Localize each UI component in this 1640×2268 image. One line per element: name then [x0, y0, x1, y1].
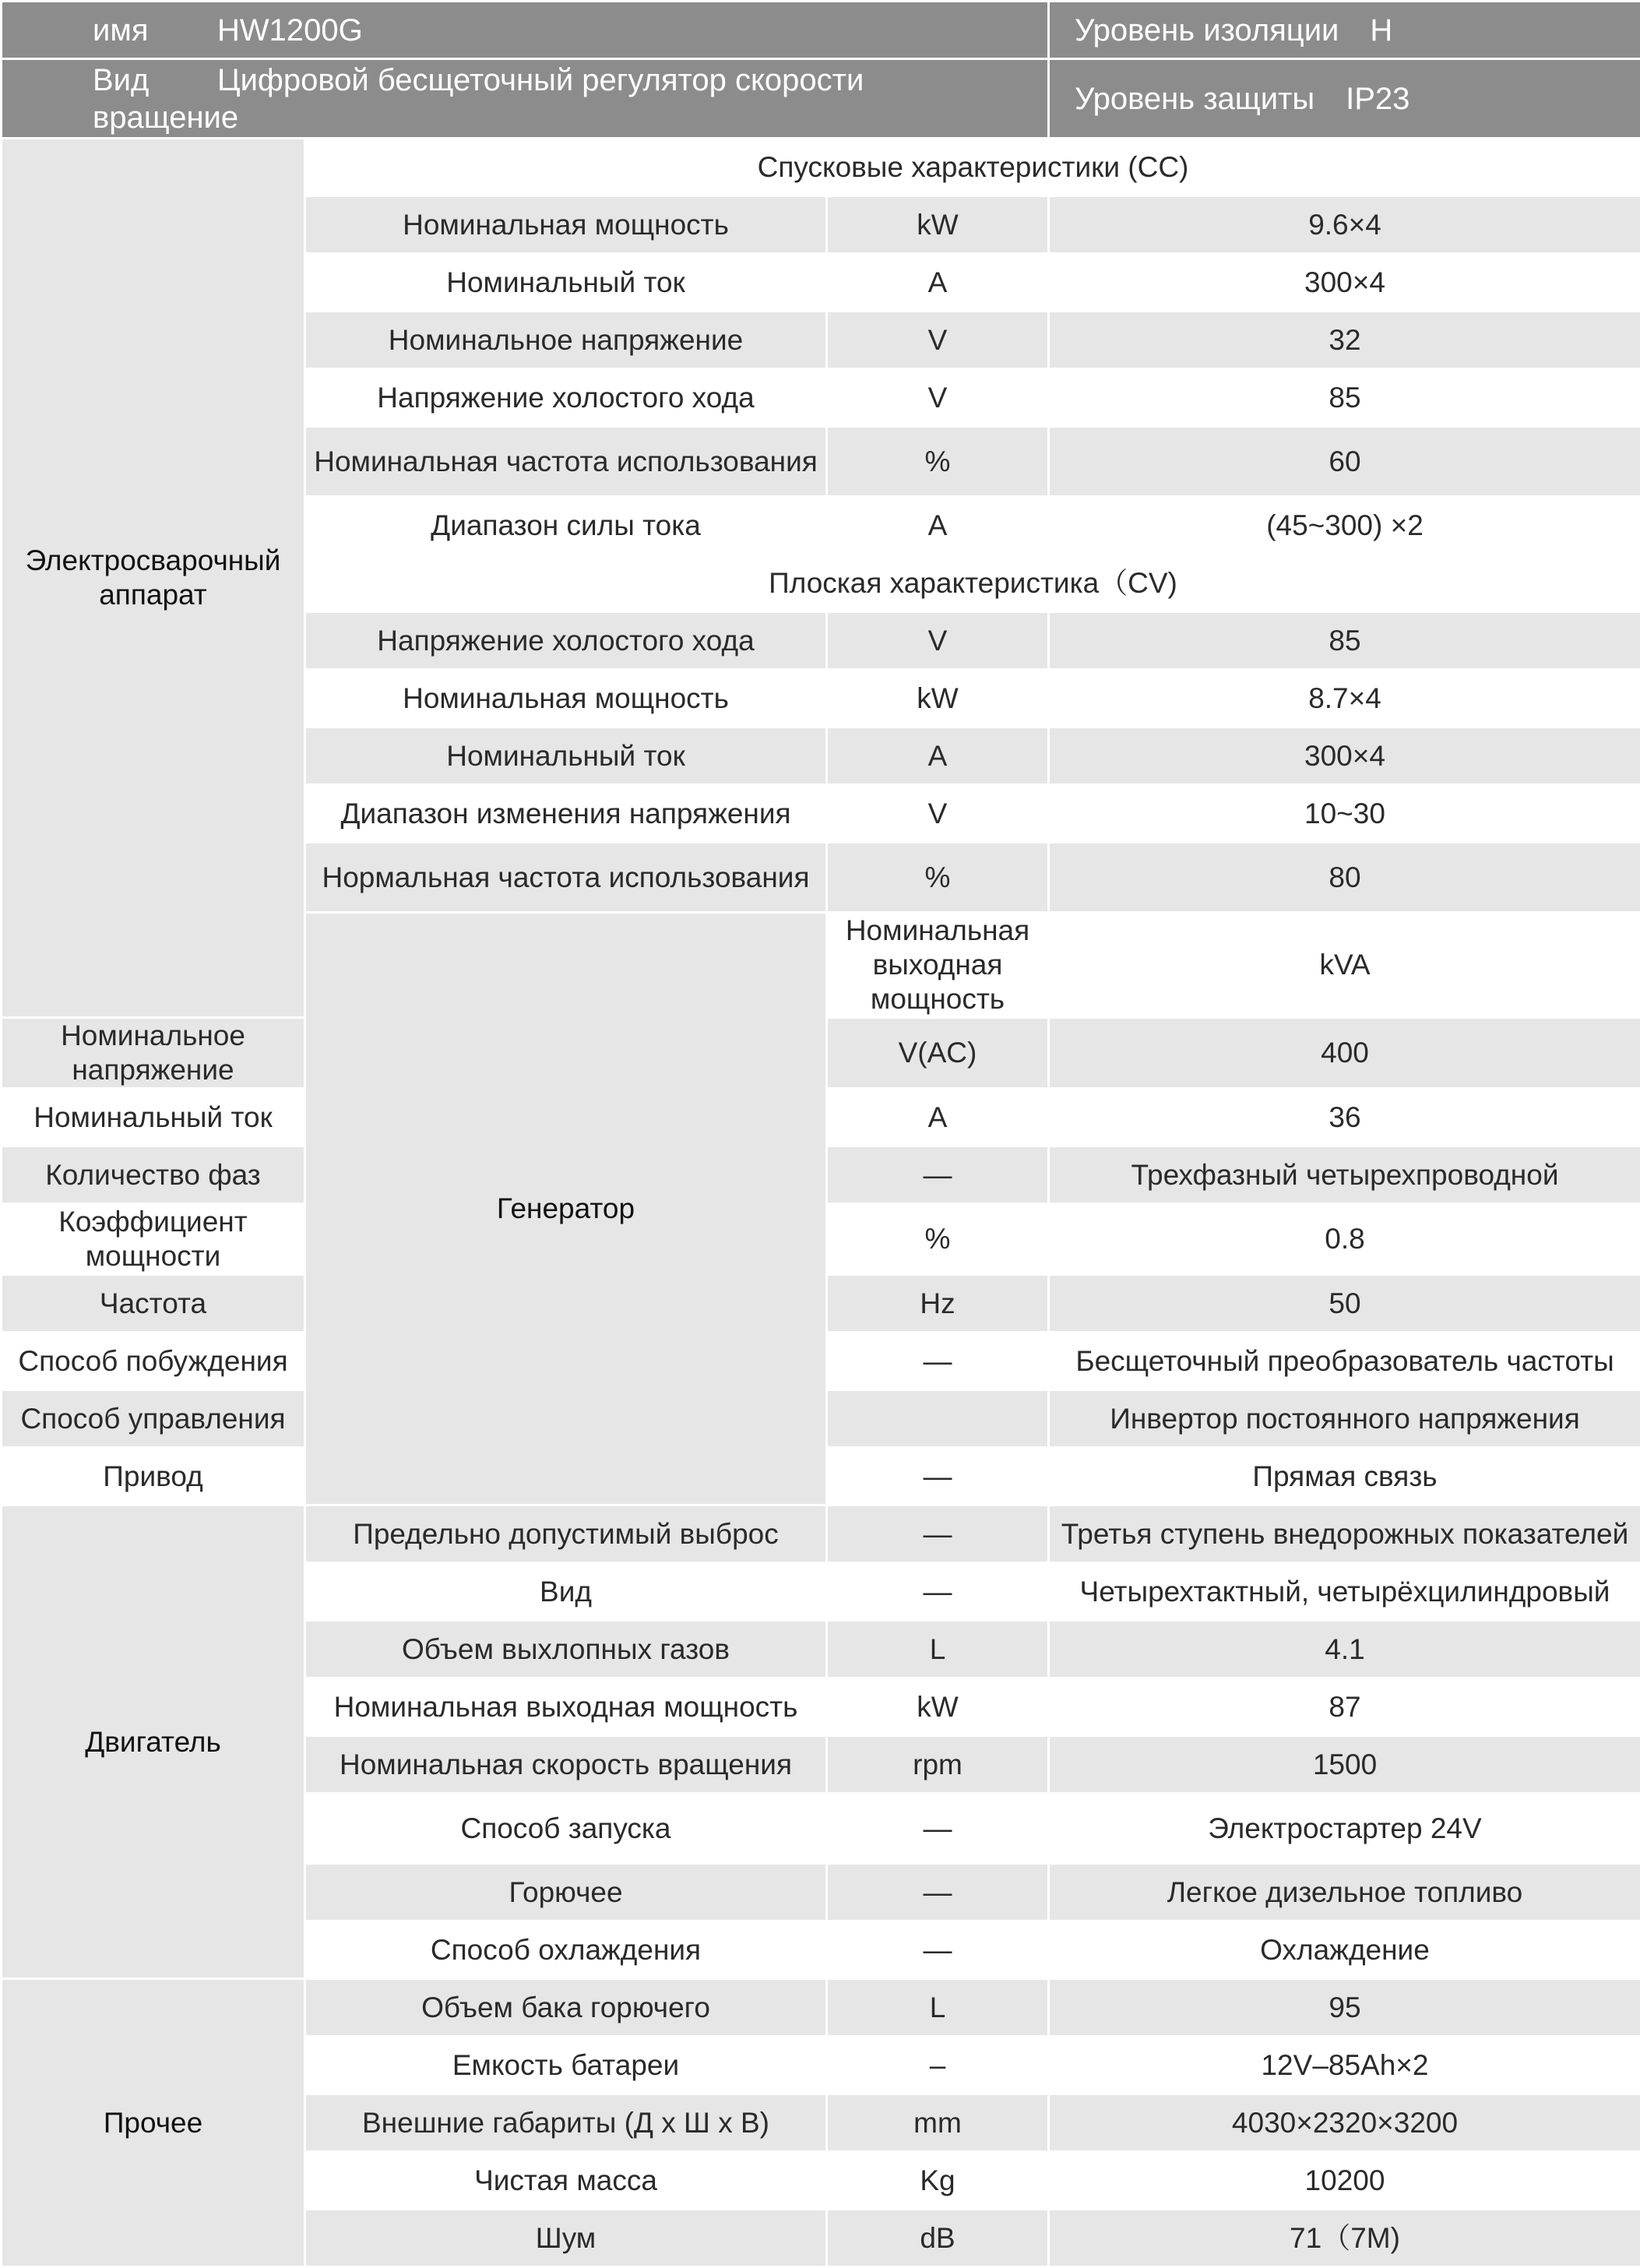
value-cell: 71（7M) [1049, 2210, 1640, 2267]
value-cell: 85 [1049, 369, 1640, 427]
param-cell: Горючее [305, 1864, 827, 1921]
type-cell [2, 59, 1049, 139]
unit-cell: A [827, 727, 1049, 785]
cv-subheader: Плоская характеристика（CV) [305, 555, 1640, 612]
param-cell: Номинальная частота использования [305, 427, 827, 497]
unit-cell: A [827, 1089, 1049, 1146]
value-cell: Электростартер 24V [1049, 1794, 1640, 1864]
unit-cell: V [827, 785, 1049, 843]
value-cell: (45~300) ×2 [1049, 497, 1640, 555]
unit-cell: V [827, 369, 1049, 427]
cc-subheader: Спусковые характеристики (CC) [305, 139, 1640, 196]
value-cell: Третья ступень внедорожных показателей [1049, 1506, 1640, 1563]
unit-cell: — [827, 1864, 1049, 1921]
unit-cell: V(AC) [827, 1018, 1049, 1089]
value-cell: 85 [1049, 612, 1640, 670]
unit-cell: rpm [827, 1736, 1049, 1794]
param-cell: Емкость батареи [305, 2037, 827, 2094]
value-cell: Четырехтактный, четырёхцилиндровый [1049, 1563, 1640, 1621]
type-value-line2: вращение [93, 100, 238, 135]
value-cell: 10~30 [1049, 785, 1640, 843]
param-cell: Количество фаз [2, 1146, 305, 1204]
param-cell: Номинальное напряжение [305, 312, 827, 369]
unit-cell: kW [827, 196, 1049, 254]
unit-cell: — [827, 1794, 1049, 1864]
value-cell: Инвертор постоянного напряжения [1049, 1390, 1640, 1448]
unit-cell: – [827, 2037, 1049, 2094]
param-cell: Привод [2, 1448, 305, 1506]
value-cell: 4.1 [1049, 1621, 1640, 1678]
unit-cell: mm [827, 2094, 1049, 2152]
value-cell: 8.7×4 [1049, 670, 1640, 727]
unit-cell: — [827, 1506, 1049, 1563]
unit-cell: — [827, 1921, 1049, 1979]
insulation-label: Уровень изоляции [1075, 13, 1339, 48]
table-row [2, 1506, 1640, 1563]
section-title-other: Прочее [2, 1979, 305, 2267]
unit-cell: % [827, 1204, 1049, 1275]
section-title-generator: Генератор [305, 913, 827, 1506]
param-cell: Номинальный ток [305, 254, 827, 312]
unit-cell: kVA [1049, 913, 1640, 1018]
type-label: Вид [93, 62, 217, 99]
param-cell: Номинальное напряжение [2, 1018, 305, 1089]
unit-cell: dB [827, 2210, 1049, 2267]
value-cell: 80 [1049, 843, 1640, 913]
model-name-cell [2, 2, 1049, 59]
param-cell: Способ охлаждения [305, 1921, 827, 1979]
value-cell: 300×4 [1049, 254, 1640, 312]
unit-cell: — [827, 1146, 1049, 1204]
unit-cell: — [827, 1333, 1049, 1390]
param-cell: Внешние габариты (Д x Ш x В) [305, 2094, 827, 2152]
unit-cell: V [827, 612, 1049, 670]
unit-cell: V [827, 312, 1049, 369]
param-cell: Напряжение холостого хода [305, 369, 827, 427]
unit-cell: — [827, 1448, 1049, 1506]
unit-cell: Kg [827, 2152, 1049, 2210]
unit-cell: L [827, 1979, 1049, 2037]
value-cell: 10200 [1049, 2152, 1640, 2210]
unit-cell: % [827, 427, 1049, 497]
value-cell: 4030×2320×3200 [1049, 2094, 1640, 2152]
value-cell: Бесщеточный преобразователь частоты [1049, 1333, 1640, 1390]
section-title-engine: Двигатель [2, 1506, 305, 1979]
value-cell: Легкое дизельное топливо [1049, 1864, 1640, 1921]
param-cell: Номинальный ток [305, 727, 827, 785]
param-cell: Чистая масса [305, 2152, 827, 2210]
value-cell: 87 [1049, 1678, 1640, 1736]
param-cell: Номинальная мощность [305, 670, 827, 727]
param-cell: Способ запуска [305, 1794, 827, 1864]
value-cell: 60 [1049, 427, 1640, 497]
param-cell: Номинальная скорость вращения [305, 1736, 827, 1794]
value-cell: 0.8 [1049, 1204, 1640, 1275]
value-cell: Прямая связь [1049, 1448, 1640, 1506]
unit-cell: kW [827, 1678, 1049, 1736]
param-cell: Объем бака горючего [305, 1979, 827, 2037]
value-cell: 36 [1049, 1089, 1640, 1146]
value-cell: Охлаждение [1049, 1921, 1640, 1979]
unit-cell: kW [827, 670, 1049, 727]
header-row-2 [2, 59, 1640, 139]
protection-value: IP23 [1346, 82, 1409, 116]
param-cell: Способ управления [2, 1390, 305, 1448]
protection-cell [1049, 59, 1640, 139]
param-cell: Номинальная мощность [305, 196, 827, 254]
value-cell: 1500 [1049, 1736, 1640, 1794]
value-cell: Трехфазный четырехпроводной [1049, 1146, 1640, 1204]
unit-cell: Hz [827, 1275, 1049, 1333]
unit-cell: — [827, 1563, 1049, 1621]
value-cell: 32 [1049, 312, 1640, 369]
table-row [2, 1979, 1640, 2037]
param-cell: Номинальная выходная мощность [305, 1678, 827, 1736]
param-cell: Шум [305, 2210, 827, 2267]
param-cell: Вид [305, 1563, 827, 1621]
param-cell: Номинальный ток [2, 1089, 305, 1146]
param-cell: Номинальная выходная мощность [827, 913, 1049, 1018]
section-title-welder: Электросварочный аппарат [2, 139, 305, 1018]
unit-cell: L [827, 1621, 1049, 1678]
param-cell: Частота [2, 1275, 305, 1333]
insulation-cell [1049, 2, 1640, 59]
value-cell: 9.6×4 [1049, 196, 1640, 254]
param-cell: Предельно допустимый выброс [305, 1506, 827, 1563]
param-cell: Диапазон изменения напряжения [305, 785, 827, 843]
value-cell: 12V–85Ah×2 [1049, 2037, 1640, 2094]
param-cell: Нормальная частота использования [305, 843, 827, 913]
param-cell: Способ побуждения [2, 1333, 305, 1390]
value-cell: 300×4 [1049, 727, 1640, 785]
value-cell: 400 [1049, 1018, 1640, 1089]
unit-cell: A [827, 254, 1049, 312]
param-cell: Объем выхлопных газов [305, 1621, 827, 1678]
unit-cell: % [827, 843, 1049, 913]
value-cell: 50 [1049, 1275, 1640, 1333]
param-cell: Диапазон силы тока [305, 497, 827, 555]
model-name: HW1200G [217, 13, 363, 48]
unit-cell: A [827, 497, 1049, 555]
unit-cell [827, 1390, 1049, 1448]
value-cell: 95 [1049, 1979, 1640, 2037]
param-cell: Коэффициент мощности [2, 1204, 305, 1275]
cc-subheader-row [2, 139, 1640, 196]
type-value-line1: Цифровой бесщеточный регулятор скорости [217, 63, 864, 97]
protection-label: Уровень защиты [1075, 82, 1314, 116]
insulation-value: H [1370, 13, 1392, 48]
header-row-1 [2, 2, 1640, 59]
name-label: имя [93, 12, 217, 49]
param-cell: Напряжение холостого хода [305, 612, 827, 670]
